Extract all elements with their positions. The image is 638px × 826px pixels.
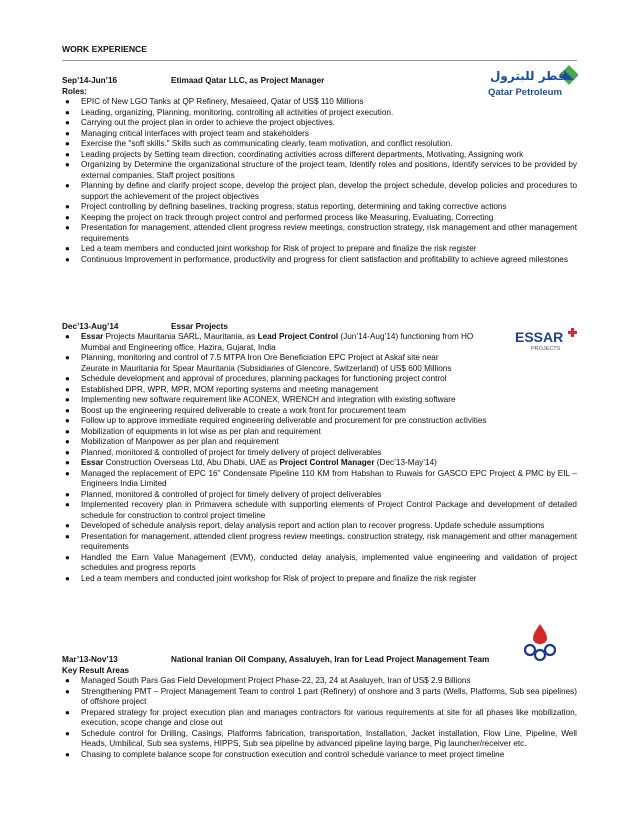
logo-projects-text: PROJECTS (531, 346, 561, 352)
job-nioc (62, 654, 582, 760)
list-item: ● Planned, monitored & controlled of project for timely delivery of project deliverables (65, 447, 382, 457)
job-dates: Dec’13-Aug’14 (62, 322, 119, 331)
job-header (62, 654, 582, 665)
logo-arabic-text: قطر للبترول (490, 69, 566, 83)
bullet-list (62, 97, 577, 265)
list-item: ● Essar Projects Mauritania SARL, Mauritania, as Lead Project Control (Jun’14-Aug’14) functioning from HO Mumbai and Engineering office, Hazira, Gujarat, India (65, 332, 474, 352)
logo-english-text: Qatar Petroleum (488, 87, 562, 98)
list-item: ● Organizing by Determine the organizational structure of the project team, Identify roles and positions, Identify services to be provided by external companies, Staff project positions (65, 160, 577, 180)
list-item: ● Boost up the engineering required deliverable to create a work front for procurement team (65, 405, 406, 415)
list-item: ● Leading projects by Setting team direction, coordinating activities across different departments, Motivating, Assigning work (65, 149, 524, 159)
divider (62, 60, 577, 61)
job-title: Etimaad Qatar LLC, as Project Manager (171, 76, 325, 85)
job-header (62, 75, 582, 86)
list-item: ● Managing critical interfaces with project team and stakeholders (65, 128, 309, 138)
list-item: ● Managed the replacement of EPC 16” Condensate Pipeline 110 KM from Habshan to Ruwais for GASCO EPC Project & PMC by EIL – Engineers India Limited (65, 468, 577, 488)
job-dates: Sep’14-Jun’16 (62, 76, 118, 85)
list-item: ● Follow up to approve immediate required engineering deliverable and procurement for pre construction activities (65, 416, 487, 425)
job-essar (62, 321, 582, 584)
list-item: ● Exercise the "soft skills." Skills such as communicating clearly, team motivation, and conflict resolution. (65, 139, 453, 148)
list-item: ● Essar Construction Overseas Ltd, Abu Dhabi, UAE as Project Control Manager (Dec’13-May’14) (65, 458, 437, 467)
list-item: ● Planning, monitoring and control of 7.5 MTPA Iron Ore Beneficiation EPC Project at Askaf site near Zeurate in Mauritania for Spear Mauritania (Subsidiaries of Glencore, Switzerland) of US$ 600 Millions (65, 353, 452, 373)
list-item: ● Strengthening PMT – Project Management Team to control 1 part (Refinery) of onshore and 3 parts (Wells, Platforms, Sub sea pipelines) of offshore project (65, 686, 577, 706)
list-item: ● Mobilization of Manpower as per plan and requirement (65, 437, 279, 446)
list-item: ● Led a team members and conducted joint workshop for Risk of project to prepare and finalize the risk register (65, 244, 477, 253)
logo-essar-text: ESSAR (515, 329, 564, 345)
list-item: ● Planning by define and clarify project scope, develop the project plan, develop the project schedule, develop policies and procedures to support the achievement of the project objectives (65, 181, 577, 201)
bullet-list (62, 676, 577, 760)
list-item: ● Implementing new software requirement like ACONEX, WRENCH and integration with existing software (65, 395, 456, 404)
job-qatar (62, 75, 582, 265)
list-item: ● Developed of schedule analysis report, delay analysis report and action plan to recover progress. Update schedule assumptions (65, 521, 545, 530)
list-item: ● Leading, organizing, Planning, monitoring, controlling all activities of project execution. (65, 107, 394, 117)
job-subheading: Roles: (62, 87, 88, 96)
section-heading: WORK EXPERIENCE (62, 44, 147, 54)
job-title: National Iranian Oil Company, Assaluyeh, Iran for Lead Project Management Team (171, 655, 490, 664)
list-item: ● Presentation for management, attended client progress review meetings, construction strategy, risk management and other management requirements (65, 223, 577, 243)
list-item: ● Presentation for management, attended client progress review meetings, construction strategy, risk management and other management requirements (65, 531, 577, 551)
list-item: ● Implemented recovery plan in Primavera schedule with supporting elements of Project Control Package and development of detailed schedule for construction to control project timeline (65, 500, 577, 520)
job-title: Essar Projects (171, 322, 228, 331)
list-item: ● Managed South Pars Gas Field Development Project Phase-22, 23, 24 at Asaluyeh, Iran of US$ 2.9 Billions (65, 676, 471, 685)
list-item: ● Chasing to complete balance scope for construction execution and control schedule variance to meet project timeline (65, 749, 505, 759)
bullet-list (62, 332, 577, 584)
list-item: ● Continuous Improvement in performance, productivity and progress for client satisfaction and profitability to achieve agreed milestones (65, 254, 568, 264)
list-item: ● Led a team members and conducted joint workshop for Risk of project to prepare and finalize the risk register (65, 573, 477, 583)
list-item: ● Established DPR, WPR, MPR, MOM reporting systems and meeting management (65, 384, 379, 394)
list-item: ● EPIC of New LGO Tanks at QP Refinery, Mesaieed, Qatar of US$ 110 Millions (65, 97, 364, 106)
list-item: ● Schedule development and approval of procedures, planning packages for functioning project control (65, 374, 447, 383)
list-item: ● Prepared strategy for project execution plan and manages contractors for various requirements at site for all phases like mobilization, execution, scope change and close out (65, 707, 577, 727)
list-item: ● Planned, monitored & controlled of project for timely delivery of project deliverables (65, 489, 382, 499)
job-dates: Mar’13-Nov’13 (62, 655, 118, 664)
list-item: ● Schedule control for Drilling, Casings, Platforms fabrication, transportation, Installation, Jacket installation, Flow Line, Pipeline, Well Heads, Umbilical, Sub sea systems, HIPPS, Sub sea pipeline by advanced pipeline laying barge, Pig launcher/receiver etc. (65, 728, 577, 748)
list-item: ● Handled the Earn Value Management (EVM), conducted delay analysis, implemented value engineering and validation of project schedules and progress reports (65, 552, 577, 572)
job-header (62, 321, 582, 332)
list-item: ● Mobilization of equipments in lot wise as per plan and requirement (65, 426, 321, 436)
list-item: ● Carrying out the project plan in order to achieve the project objectives. (65, 118, 335, 127)
job-subheading: Key Result Areas (62, 666, 130, 675)
list-item: ● Project controlling by defining baselines, tracking progress, status reporting, determining and taking corrective actions (65, 202, 507, 211)
list-item: ● Keeping the project on track through project control and performed process like Measuring, Evaluating, Correcting (65, 212, 494, 222)
